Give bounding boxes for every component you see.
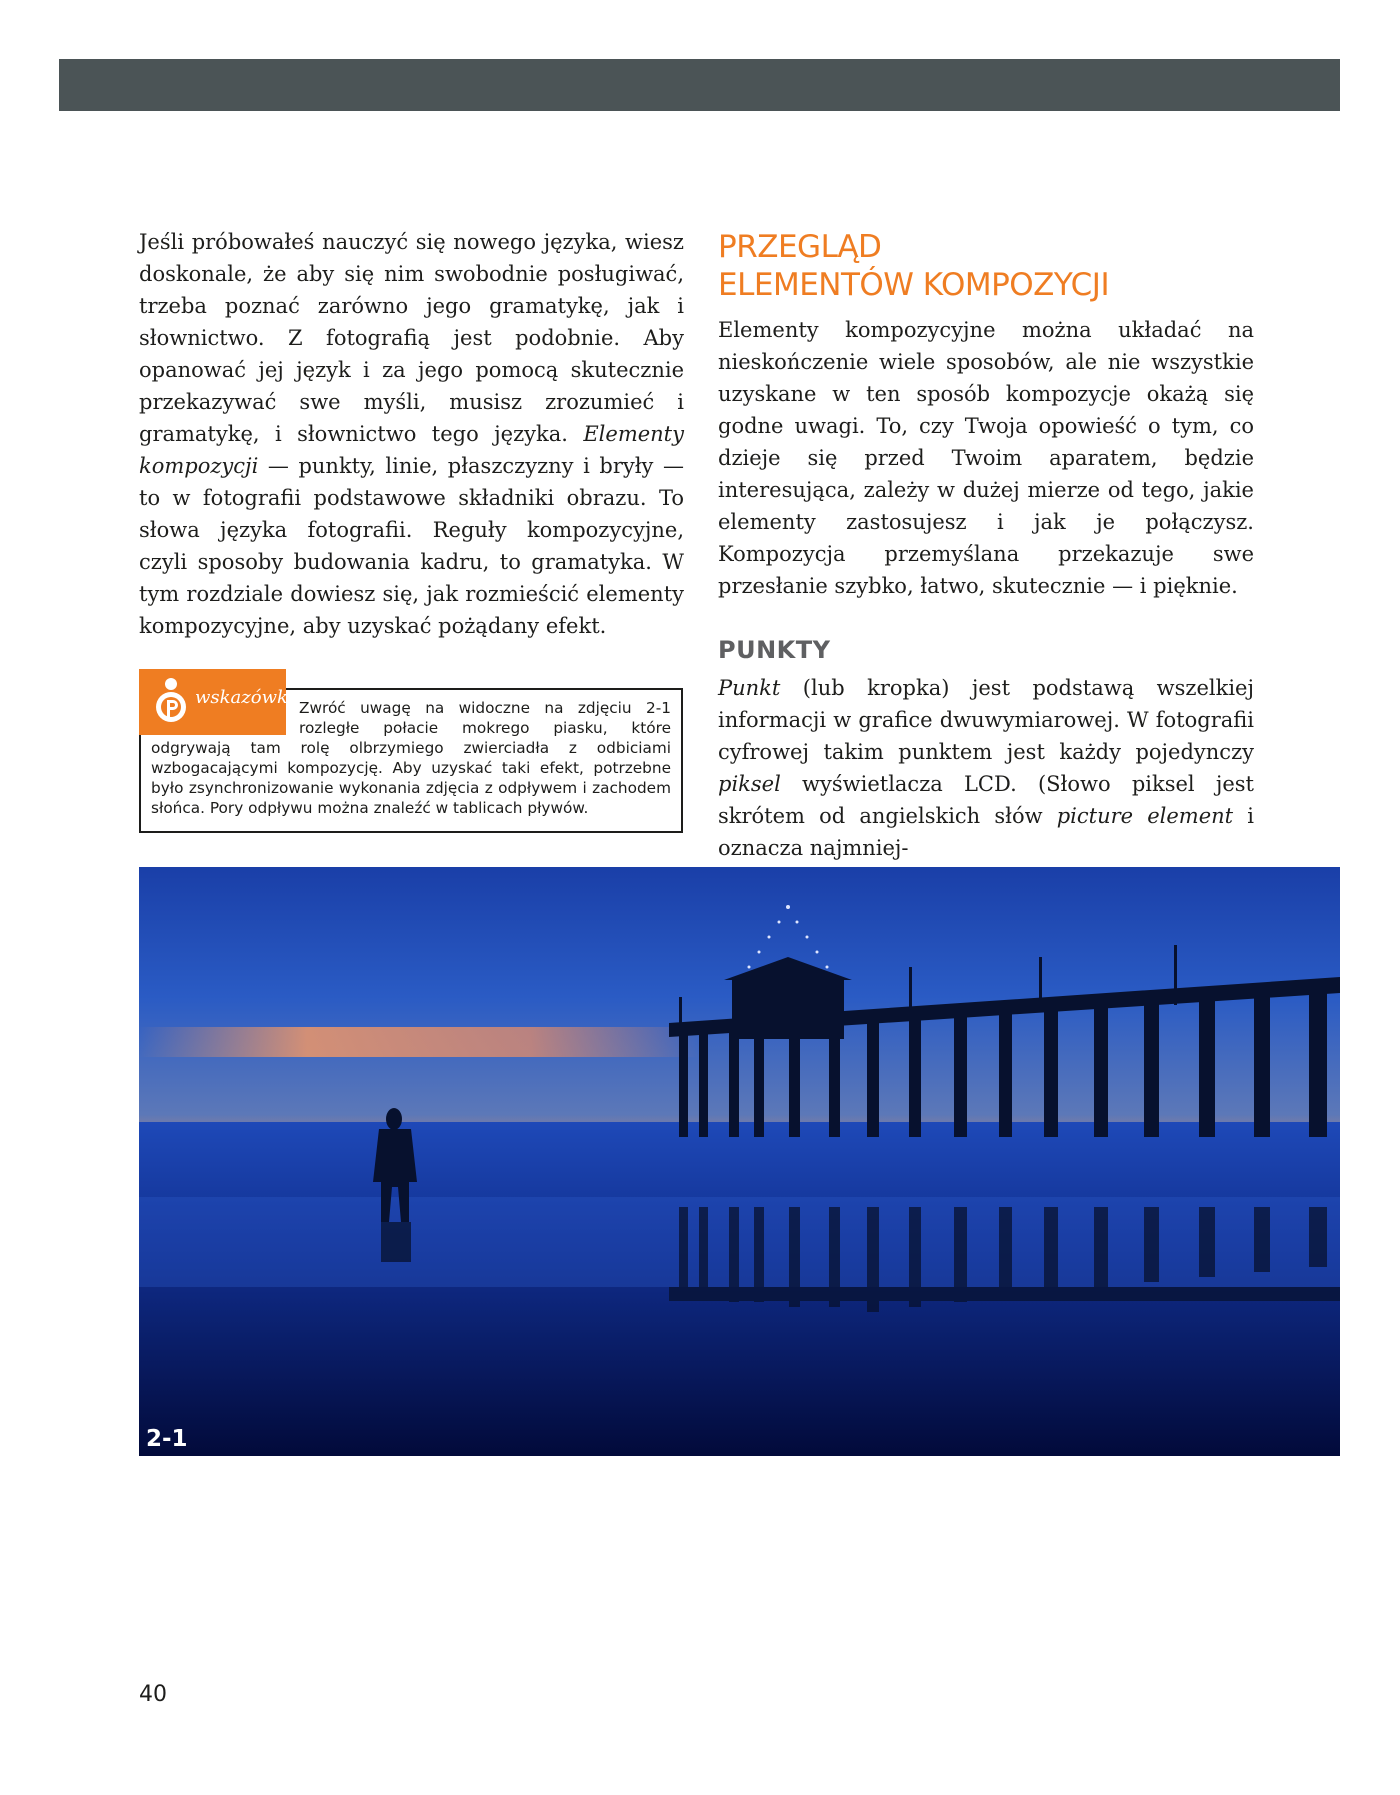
header-bar [59, 59, 1340, 111]
tip-text: Zwróć uwagę na widoczne na zdjęciu 2-1 rozległe połacie mokrego piasku, które odgrywają tam rolę olbrzymiego zwierciadła z odbiciami wzbogacającymi kompozycję. Aby uzyskać taki efekt, potrzebne było zsynchronizowanie wykonania zdjęcia z odpływem i zachodem słońca. Pory odpływu można znaleźć w tablicach pływów. [151, 699, 671, 817]
pier-sunset-illustration [139, 867, 1340, 1456]
figure-photo-pier-sunset [139, 867, 1340, 1456]
right-column [718, 228, 1254, 864]
figure-label: 2-1 [146, 1426, 188, 1452]
emphasis-elementy: Elementy kompozycji [139, 422, 684, 478]
page-number: 40 [139, 1682, 167, 1707]
left-column [139, 226, 684, 642]
punkty-paragraph: Punkt (lub kropka) jest podstawą wszelkiej informacji w grafice dwuwymiarowej. W fotografii cyfrowej takim punktem jest każdy pojedynczy piksel wyświetlacza LCD. (Słowo piksel jest skrótem od angielskich słów picture element i oznacza najmniej- [718, 676, 1254, 860]
tip-box [139, 688, 683, 833]
section-intro-paragraph: Elementy kompozycyjne można układać na nieskończenie wiele sposobów, ale nie wszystkie uzyskane w ten sposób kompozycje okażą się godne uwagi. To, czy Twoja opowieść o tym, co dzieje się przed Twoim aparatem, będzie interesująca, zależy w dużej mierze od tego, jakie elementy zastosujesz i jak je połączysz. Kompozycja przemyślana przekazuje swe przesłanie szybko, łatwo, skutecznie — i pięknie. [718, 318, 1254, 598]
section-title: PRZEGLĄD ELEMENTÓW KOMPOZYCJI [718, 229, 1110, 303]
tip-badge-label: wskazówka [195, 687, 299, 708]
intro-paragraph: Jeśli próbowałeś nauczyć się nowego języka, wiesz doskonale, że aby się nim swobodnie posługiwać, trzeba poznać zarówno jego gramatykę, jak i słownictwo. Z fotografią jest podobnie. Aby opanować jej język i za jego pomocą skutecznie przekazywać swe myśli, musisz zrozumieć i gramatykę, i słownictwo tego języka. Elementy kompozycji — punkty, linie, płaszczyzny i bryły — to w fotografii podstawowe składniki obrazu. To słowa języka fotografii. Reguły kompozycyjne, czyli sposoby budowania kadru, to gramatyka. W tym rozdziale dowiesz się, jak rozmieścić elementy kompozycyjne, aby uzyskać pożądany efekt. [139, 230, 684, 638]
subheading-punkty: PUNKTY [718, 636, 831, 664]
